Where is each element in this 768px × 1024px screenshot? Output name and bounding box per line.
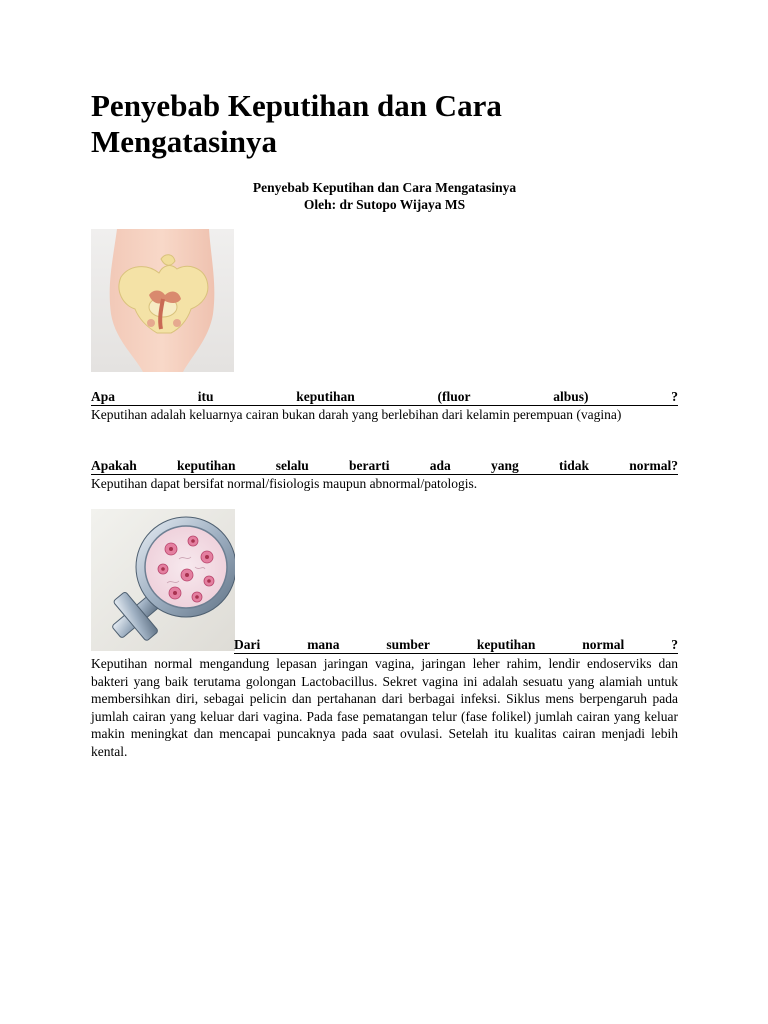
answer-3: Keputihan normal mengandung lepasan jaringan vagina, jaringan leher rahim, lendir endoserviks dan bakteri yang baik terutama golongan Lactobacillus. Sekret vagina ini adalah sesuatu yang alamiah untuk membersihkan diri, sebagai pelicin dan pertahanan dari berbagai infeksi. Siklus mens berpengaruh pada jumlah cairan yang keluar dari vagina. Pada fase pematangan telur (fase folikel) jumlah cairan yang keluar makin meningkat dan mencapai puncaknya pada saat ovulasi. Setelah itu kualitas cairan menjadi lebih kental. [91, 656, 678, 759]
question-word: keputihan [476, 637, 536, 652]
pelvis-illustration-icon [91, 229, 234, 372]
answer-2: Keputihan dapat bersifat normal/fisiologis maupun abnormal/patologis. [91, 476, 478, 491]
question-word: ada [429, 458, 451, 473]
question-word: normal? [629, 458, 678, 473]
question-word: selalu [275, 458, 309, 473]
question-word: Dari [234, 637, 261, 652]
page-title: Penyebab Keputihan dan Cara Mengatasinya [91, 88, 502, 159]
author-line: Oleh: dr Sutopo Wijaya MS [303, 197, 466, 212]
question-word: albus) [553, 389, 589, 404]
question-3 [234, 637, 678, 654]
question-word: keputihan [296, 389, 355, 404]
female-symbol-microscope-icon [91, 509, 235, 651]
question-word: keputihan [177, 458, 236, 473]
question-word: (fluor [437, 389, 471, 404]
question-word: Apakah [91, 458, 137, 473]
question-word: yang [491, 458, 519, 473]
answer-1: Keputihan adalah keluarnya cairan bukan darah yang berlebihan dari kelamin perempuan (vagina) [91, 407, 622, 422]
question-word: ? [671, 637, 678, 652]
question-word: itu [197, 389, 214, 404]
document-subtitle: Penyebab Keputihan dan Cara Mengatasinya [252, 180, 517, 195]
question-word: Apa [91, 389, 116, 404]
question-word: normal [582, 637, 625, 652]
question-word: sumber [386, 637, 430, 652]
question-2 [91, 458, 678, 475]
question-word: berarti [349, 458, 390, 473]
question-word: ? [671, 389, 678, 404]
question-1 [91, 389, 678, 406]
question-word: tidak [559, 458, 590, 473]
question-word: mana [307, 637, 340, 652]
